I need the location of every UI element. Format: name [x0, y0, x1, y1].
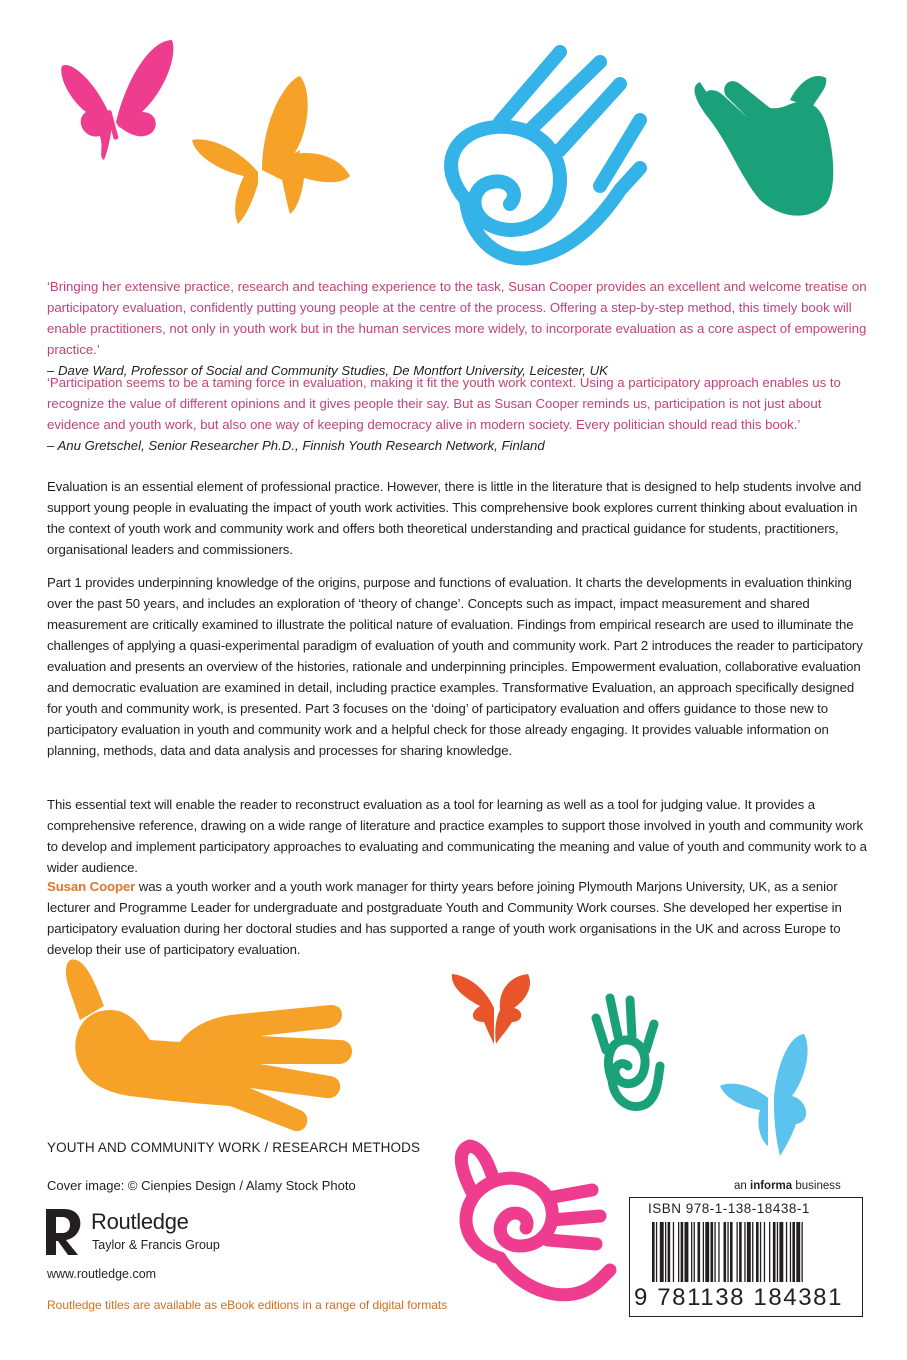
barcode-bar — [727, 1222, 728, 1282]
barcode-bar — [752, 1222, 753, 1282]
subject-category: YOUTH AND COMMUNITY WORK / RESEARCH METHODS — [47, 1140, 421, 1155]
barcode-bar — [681, 1222, 684, 1282]
informa-suffix: business — [792, 1180, 841, 1192]
barcode-bar — [792, 1222, 795, 1282]
barcode-bar — [698, 1222, 701, 1282]
barcode-bar — [786, 1222, 787, 1282]
barcode-bar — [760, 1222, 761, 1282]
ebook-note: Routledge titles are available as eBook editions in a range of digital formats — [47, 1298, 448, 1312]
barcode-bar — [691, 1222, 692, 1282]
barcode-bar — [737, 1222, 738, 1282]
routledge-logo-icon — [42, 1207, 86, 1257]
barcode-bar — [718, 1222, 719, 1282]
informa-tagline — [734, 1180, 841, 1192]
publisher-website[interactable]: www.routledge.com — [47, 1267, 157, 1281]
barcode-bar — [665, 1222, 666, 1282]
quote-attribution: – Dave Ward, Professor of Social and Community Studies, De Montfort University, Leicester, UK — [47, 363, 608, 378]
publisher-group: Taylor & Francis Group — [92, 1238, 220, 1252]
barcode-bar — [802, 1222, 803, 1282]
barcode-bar — [673, 1222, 674, 1282]
barcode-bar — [773, 1222, 776, 1282]
orange-hand-icon — [66, 960, 352, 1132]
endorsement-quote-2 — [47, 372, 867, 456]
barcode-bar — [790, 1222, 791, 1282]
endorsement-quote-1 — [47, 276, 867, 381]
cover-credit: Cover image: © Cienpies Design / Alamy Stock Photo — [47, 1178, 356, 1193]
barcode-bar — [694, 1222, 695, 1282]
barcode-bar — [685, 1222, 689, 1282]
barcode-bar — [656, 1222, 657, 1282]
barcode-bar — [756, 1222, 759, 1282]
barcode-bar — [777, 1222, 778, 1282]
barcode-bar — [714, 1222, 715, 1282]
description-paragraph-3: This essential text will enable the reader to reconstruct evaluation as a tool for learning as well as a tool for judging value. It provides a comprehensive reference, drawing on a wide range of literature and practice examples to support those involved in youth and community work to develop and implement participatory approaches to evaluating and communicating the meaning and value of youth and community work to a wider audience. — [47, 797, 867, 875]
barcode-icon — [652, 1222, 852, 1286]
orange-butterfly-icon — [192, 76, 350, 224]
author-bio-text: was a youth worker and a youth work manager for thirty years before joining Plymouth Marjons University, UK, as a senior lecturer and Programme Leader for undergraduate and postgraduate Youth and Community Work courses. She developed her expertise in participatory evaluation during her doctoral studies and has supported a range of youth work organisations in the UK and across Europe to develop their use of participatory evaluation. — [47, 879, 842, 957]
barcode-bar — [652, 1222, 655, 1282]
pink-butterfly-icon — [61, 40, 173, 160]
barcode-bar — [764, 1222, 765, 1282]
quote-text: ‘Participation seems to be a taming force in evaluation, making it fit the youth work context. Using a participatory approach enables us to recognize the value of different opinions and it gives people their say. But as Susan Cooper reminds us, participation is not just about evidence and youth work, but also one way of keeping democracy alive in modern society. Every politician should read this book.’ — [47, 375, 841, 432]
ean-number: 9 781138 184381 — [634, 1284, 844, 1311]
green-spiral-hand-icon — [596, 998, 660, 1107]
barcode-bar — [724, 1222, 727, 1282]
informa-prefix: an — [734, 1180, 750, 1192]
barcode-bar — [678, 1222, 679, 1282]
barcode-bar — [744, 1222, 745, 1282]
barcode-bar — [796, 1222, 800, 1282]
barcode-bar — [739, 1222, 742, 1282]
barcode-bar — [769, 1222, 770, 1282]
informa-brand: informa — [750, 1180, 793, 1192]
barcode-bar — [668, 1222, 671, 1282]
barcode-bar — [703, 1222, 704, 1282]
blue-butterfly-icon — [720, 1034, 808, 1156]
isbn-number: ISBN 978-1-138-18438-1 — [648, 1201, 810, 1216]
description-paragraph-1: Evaluation is an essential element of professional practice. However, there is little in the literature that is designed to help students involve and support young people in evaluating the impact of youth work activities. This comprehensive book explores current thinking about evaluation in the context of youth work and community work and offers both theoretical understanding and practical guidance for students, practitioners, organisational leaders and commissioners. — [47, 479, 862, 557]
description-paragraph-2: Part 1 provides underpinning knowledge of the origins, purpose and functions of evaluation. It charts the developments in evaluation thinking over the past 50 years, and includes an exploration of ‘theory of change’. Concepts such as impact, impact measurement and shared measurement are critically examined to illustrate the political nature of evaluation. Findings from empirical research are used to illuminate the challenges of applying a quasi-experimental paradigm of evaluation of youth and community work. Part 2 introduces the reader to participatory evaluation and presents an overview of the histories, rationale and underpinning principles. Empowerment evaluation, collaborative evaluation and democratic evaluation are examined in detail, including practice examples. Transformative Evaluation, an approach specifically designed for youth and community work, is presented. Part 3 focuses on the ‘doing’ of participatory evaluation and offers guidance to those new to participatory evaluation in youth and community work and a helpful check for those already engaging. It provides valuable information on planning, methods, data and data analysis and processes for sharing knowledge. — [47, 575, 863, 758]
quote-text: ‘Bringing her extensive practice, research and teaching experience to the task, Susan Cooper provides an excellent and welcome treatise on participatory evaluation, confidently putting young people at the centre of the process. Offering a step-by-step method, this timely book will enable practitioners, not only in youth work but in the human services more widely, to incorporate evaluation as a core aspect of empowering practice.’ — [47, 279, 867, 357]
barcode-bar — [705, 1222, 709, 1282]
barcode-bar — [779, 1222, 783, 1282]
barcode-bar — [711, 1222, 714, 1282]
pink-spiral-hand-icon — [461, 1146, 610, 1295]
barcode-bar — [660, 1222, 664, 1282]
barcode-bar — [730, 1222, 733, 1282]
barcode-bar — [747, 1222, 751, 1282]
red-butterfly-icon — [452, 974, 530, 1044]
blue-spiral-hand-icon — [451, 52, 640, 258]
green-hand-icon — [695, 76, 834, 216]
publisher-name: Routledge — [91, 1209, 189, 1234]
quote-attribution: – Anu Gretschel, Senior Researcher Ph.D., Finnish Youth Research Network, Finland — [47, 438, 545, 453]
author-bio — [47, 876, 869, 960]
author-name: Susan Cooper — [47, 879, 136, 894]
